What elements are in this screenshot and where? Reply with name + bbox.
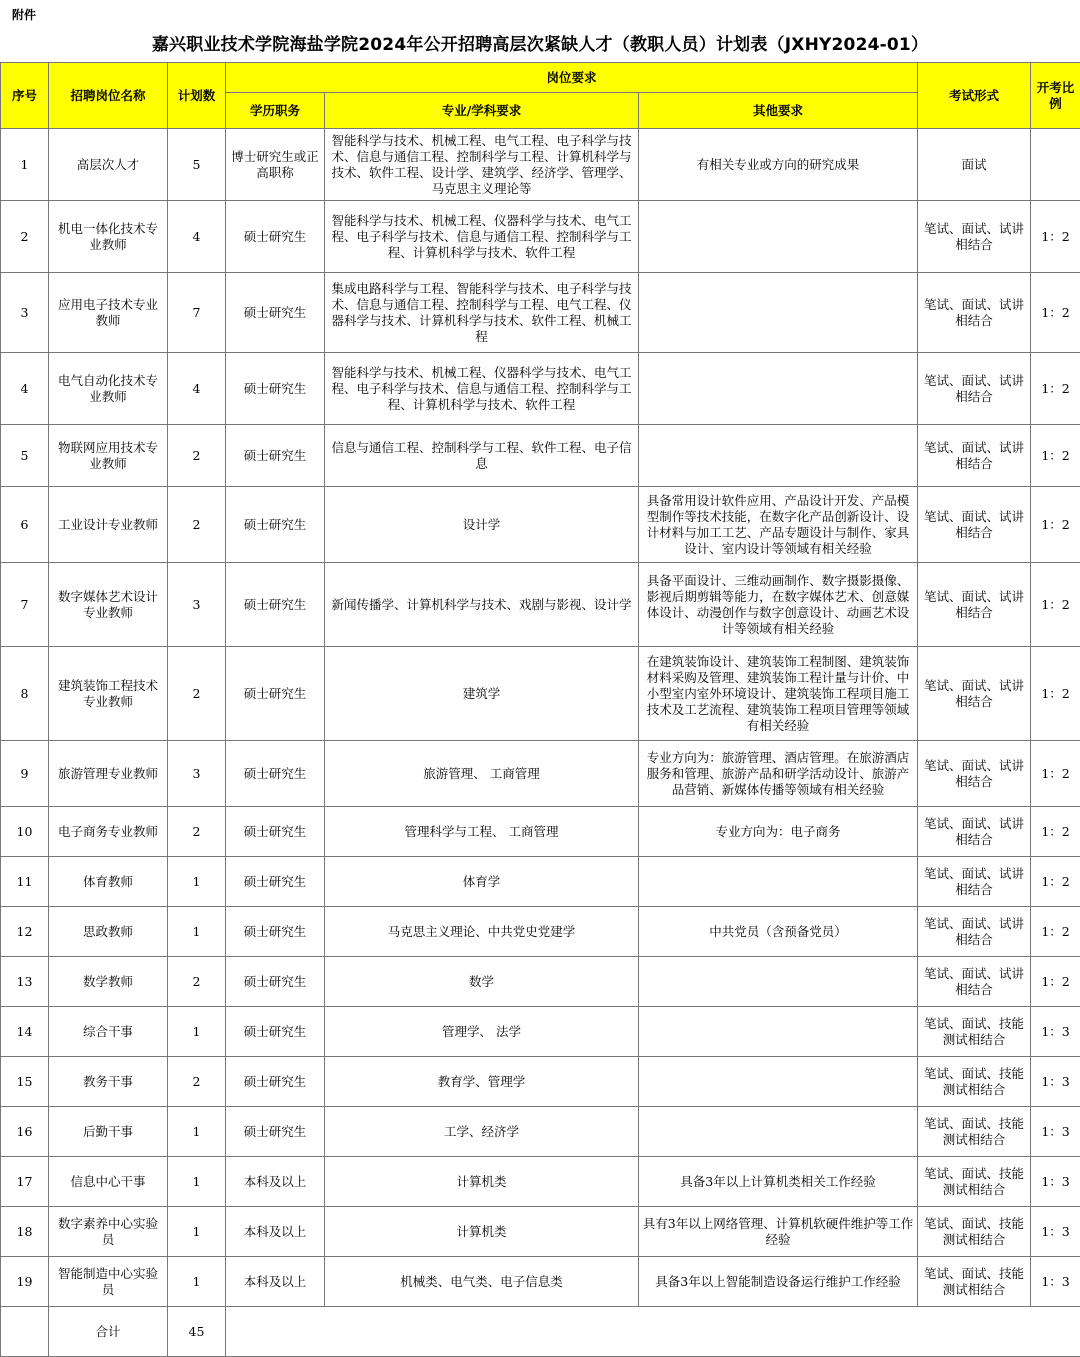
cell-major: 教育学、管理学 xyxy=(325,1057,639,1107)
table-row xyxy=(1,907,1080,957)
cell-education: 硕士研究生 xyxy=(226,907,325,957)
cell-quota: 3 xyxy=(168,741,226,807)
cell-exam: 笔试、面试、试讲相结合 xyxy=(918,741,1031,807)
cell-exam: 笔试、面试、技能测试相结合 xyxy=(918,1057,1031,1107)
table-row xyxy=(1,563,1080,647)
cell-major: 管理学、 法学 xyxy=(325,1007,639,1057)
cell-ratio: 1：2 xyxy=(1031,487,1080,563)
cell-education: 本科及以上 xyxy=(226,1257,325,1307)
cell-seq: 17 xyxy=(1,1157,49,1207)
cell-exam: 笔试、面试、试讲相结合 xyxy=(918,563,1031,647)
cell-ratio: 1：2 xyxy=(1031,647,1080,741)
total-seq-cell xyxy=(1,1307,49,1357)
cell-ratio: 1：2 xyxy=(1031,957,1080,1007)
cell-other: 具备3年以上智能制造设备运行维护工作经验 xyxy=(639,1257,918,1307)
cell-other: 具备常用设计软件应用、产品设计开发、产品模型制作等技术技能，在数字化产品创新设计、设计材料与加工工艺、产品专题设计与制作、家具设计、室内设计等领域有相关经验 xyxy=(639,487,918,563)
cell-other xyxy=(639,957,918,1007)
cell-position: 物联网应用技术专业教师 xyxy=(49,425,168,487)
cell-seq: 18 xyxy=(1,1207,49,1257)
cell-quota: 2 xyxy=(168,807,226,857)
header-other: 其他要求 xyxy=(639,93,918,129)
cell-quota: 1 xyxy=(168,1007,226,1057)
cell-other: 在建筑装饰设计、建筑装饰工程制图、建筑装饰材料采购及管理、建筑装饰工程计量与计价、中小型室内室外环境设计、建筑装饰工程项目施工技术及工艺流程、建筑装饰工程项目管理等领域有相关经验 xyxy=(639,647,918,741)
cell-education: 本科及以上 xyxy=(226,1207,325,1257)
cell-major: 集成电路科学与工程、智能科学与技术、电子科学与技术、信息与通信工程、控制科学与工程、电气工程、仪器科学与技术、计算机科学与技术、软件工程、机械工程 xyxy=(325,273,639,353)
table-row xyxy=(1,487,1080,563)
cell-education: 博士研究生或正高职称 xyxy=(226,129,325,201)
cell-other xyxy=(639,1057,918,1107)
cell-other: 专业方向为：电子商务 xyxy=(639,807,918,857)
cell-education: 硕士研究生 xyxy=(226,957,325,1007)
cell-quota: 1 xyxy=(168,907,226,957)
cell-ratio xyxy=(1031,129,1080,201)
total-label: 合计 xyxy=(49,1307,168,1357)
total-empty-cell xyxy=(226,1307,1080,1357)
recruitment-plan-table xyxy=(0,62,1080,1357)
cell-ratio: 1：2 xyxy=(1031,807,1080,857)
cell-education: 本科及以上 xyxy=(226,1157,325,1207)
table-row xyxy=(1,647,1080,741)
cell-seq: 16 xyxy=(1,1107,49,1157)
table-row xyxy=(1,1207,1080,1257)
cell-position: 思政教师 xyxy=(49,907,168,957)
cell-position: 电子商务专业教师 xyxy=(49,807,168,857)
cell-position: 高层次人才 xyxy=(49,129,168,201)
cell-major: 工学、经济学 xyxy=(325,1107,639,1157)
cell-exam: 笔试、面试、试讲相结合 xyxy=(918,907,1031,957)
cell-exam: 笔试、面试、试讲相结合 xyxy=(918,487,1031,563)
cell-ratio: 1：3 xyxy=(1031,1007,1080,1057)
cell-seq: 10 xyxy=(1,807,49,857)
cell-position: 电气自动化技术专业教师 xyxy=(49,353,168,425)
cell-major: 设计学 xyxy=(325,487,639,563)
table-row xyxy=(1,807,1080,857)
total-quota: 45 xyxy=(168,1307,226,1357)
cell-exam: 笔试、面试、技能测试相结合 xyxy=(918,1157,1031,1207)
cell-position: 信息中心干事 xyxy=(49,1157,168,1207)
cell-other: 具备3年以上计算机类相关工作经验 xyxy=(639,1157,918,1207)
cell-exam: 笔试、面试、试讲相结合 xyxy=(918,647,1031,741)
cell-major: 智能科学与技术、机械工程、电气工程、电子科学与技术、信息与通信工程、控制科学与工程、计算机科学与技术、软件工程、设计学、建筑学、经济学、管理学、马克思主义理论等 xyxy=(325,129,639,201)
cell-education: 硕士研究生 xyxy=(226,807,325,857)
cell-exam: 笔试、面试、试讲相结合 xyxy=(918,353,1031,425)
cell-position: 综合干事 xyxy=(49,1007,168,1057)
header-education: 学历职务 xyxy=(226,93,325,129)
cell-seq: 1 xyxy=(1,129,49,201)
cell-quota: 3 xyxy=(168,563,226,647)
cell-other xyxy=(639,1007,918,1057)
cell-other: 有相关专业或方向的研究成果 xyxy=(639,129,918,201)
header-requirements: 岗位要求 xyxy=(226,63,918,93)
header-major: 专业/学科要求 xyxy=(325,93,639,129)
header-seq: 序号 xyxy=(1,63,49,129)
cell-quota: 1 xyxy=(168,1257,226,1307)
cell-position: 数字素养中心实验员 xyxy=(49,1207,168,1257)
cell-major: 计算机类 xyxy=(325,1157,639,1207)
cell-major: 信息与通信工程、控制科学与工程、软件工程、电子信息 xyxy=(325,425,639,487)
cell-education: 硕士研究生 xyxy=(226,487,325,563)
cell-ratio: 1：3 xyxy=(1031,1257,1080,1307)
cell-seq: 2 xyxy=(1,201,49,273)
cell-seq: 15 xyxy=(1,1057,49,1107)
cell-major: 智能科学与技术、机械工程、仪器科学与技术、电气工程、电子科学与技术、信息与通信工程、控制科学与工程、计算机科学与技术、软件工程 xyxy=(325,201,639,273)
cell-quota: 1 xyxy=(168,1207,226,1257)
table-row xyxy=(1,1007,1080,1057)
cell-position: 数字媒体艺术设计专业教师 xyxy=(49,563,168,647)
cell-ratio: 1：3 xyxy=(1031,1157,1080,1207)
cell-quota: 2 xyxy=(168,957,226,1007)
cell-other xyxy=(639,273,918,353)
table-row xyxy=(1,857,1080,907)
cell-education: 硕士研究生 xyxy=(226,1107,325,1157)
cell-exam: 笔试、面试、技能测试相结合 xyxy=(918,1257,1031,1307)
cell-ratio: 1：3 xyxy=(1031,1107,1080,1157)
cell-seq: 3 xyxy=(1,273,49,353)
cell-education: 硕士研究生 xyxy=(226,857,325,907)
cell-ratio: 1：2 xyxy=(1031,741,1080,807)
cell-exam: 笔试、面试、试讲相结合 xyxy=(918,807,1031,857)
cell-other xyxy=(639,425,918,487)
cell-other xyxy=(639,857,918,907)
cell-seq: 12 xyxy=(1,907,49,957)
cell-major: 智能科学与技术、机械工程、仪器科学与技术、电气工程、电子科学与技术、信息与通信工程、控制科学与工程、计算机科学与技术、软件工程 xyxy=(325,353,639,425)
table-row xyxy=(1,1057,1080,1107)
cell-major: 马克思主义理论、中共党史党建学 xyxy=(325,907,639,957)
table-row xyxy=(1,741,1080,807)
cell-ratio: 1：2 xyxy=(1031,907,1080,957)
cell-seq: 4 xyxy=(1,353,49,425)
cell-quota: 2 xyxy=(168,647,226,741)
page-title: 嘉兴职业技术学院海盐学院2024年公开招聘高层次紧缺人才（教职人员）计划表（JXHY2024-01） xyxy=(0,30,1080,55)
table-row xyxy=(1,353,1080,425)
cell-ratio: 1：2 xyxy=(1031,353,1080,425)
table-row xyxy=(1,201,1080,273)
header-position: 招聘岗位名称 xyxy=(49,63,168,129)
cell-education: 硕士研究生 xyxy=(226,353,325,425)
cell-seq: 13 xyxy=(1,957,49,1007)
cell-seq: 7 xyxy=(1,563,49,647)
cell-quota: 2 xyxy=(168,487,226,563)
cell-position: 机电一体化技术专业教师 xyxy=(49,201,168,273)
cell-other: 专业方向为：旅游管理、酒店管理。在旅游酒店服务和管理、旅游产品和研学活动设计、旅游产品营销、新媒体传播等领域有相关经验 xyxy=(639,741,918,807)
cell-position: 工业设计专业教师 xyxy=(49,487,168,563)
cell-other xyxy=(639,353,918,425)
cell-seq: 6 xyxy=(1,487,49,563)
cell-ratio: 1：2 xyxy=(1031,425,1080,487)
table-row xyxy=(1,1257,1080,1307)
cell-exam: 笔试、面试、试讲相结合 xyxy=(918,425,1031,487)
cell-other: 中共党员（含预备党员） xyxy=(639,907,918,957)
cell-position: 应用电子技术专业教师 xyxy=(49,273,168,353)
cell-other xyxy=(639,201,918,273)
cell-exam: 笔试、面试、试讲相结合 xyxy=(918,273,1031,353)
cell-other xyxy=(639,1107,918,1157)
table-row xyxy=(1,425,1080,487)
cell-education: 硕士研究生 xyxy=(226,201,325,273)
cell-major: 新闻传播学、计算机科学与技术、戏剧与影视、设计学 xyxy=(325,563,639,647)
cell-education: 硕士研究生 xyxy=(226,1057,325,1107)
cell-position: 教务干事 xyxy=(49,1057,168,1107)
table-row xyxy=(1,1157,1080,1207)
cell-quota: 5 xyxy=(168,129,226,201)
cell-seq: 19 xyxy=(1,1257,49,1307)
cell-quota: 1 xyxy=(168,1107,226,1157)
cell-quota: 4 xyxy=(168,201,226,273)
total-row xyxy=(1,1307,1080,1357)
cell-position: 旅游管理专业教师 xyxy=(49,741,168,807)
cell-exam: 笔试、面试、技能测试相结合 xyxy=(918,1107,1031,1157)
cell-major: 体育学 xyxy=(325,857,639,907)
cell-education: 硕士研究生 xyxy=(226,1007,325,1057)
cell-exam: 笔试、面试、技能测试相结合 xyxy=(918,1007,1031,1057)
table-row xyxy=(1,1107,1080,1157)
cell-seq: 9 xyxy=(1,741,49,807)
header-ratio: 开考比例 xyxy=(1031,63,1080,129)
cell-quota: 2 xyxy=(168,425,226,487)
cell-exam: 面试 xyxy=(918,129,1031,201)
cell-ratio: 1：2 xyxy=(1031,563,1080,647)
cell-ratio: 1：2 xyxy=(1031,201,1080,273)
cell-exam: 笔试、面试、技能测试相结合 xyxy=(918,1207,1031,1257)
cell-ratio: 1：3 xyxy=(1031,1057,1080,1107)
cell-major: 机械类、电气类、电子信息类 xyxy=(325,1257,639,1307)
header-quota: 计划数 xyxy=(168,63,226,129)
cell-seq: 5 xyxy=(1,425,49,487)
table-row xyxy=(1,129,1080,201)
cell-position: 体育教师 xyxy=(49,857,168,907)
cell-major: 计算机类 xyxy=(325,1207,639,1257)
cell-education: 硕士研究生 xyxy=(226,741,325,807)
cell-major: 旅游管理、 工商管理 xyxy=(325,741,639,807)
cell-seq: 14 xyxy=(1,1007,49,1057)
cell-quota: 4 xyxy=(168,353,226,425)
header-exam: 考试形式 xyxy=(918,63,1031,129)
cell-exam: 笔试、面试、试讲相结合 xyxy=(918,957,1031,1007)
cell-quota: 2 xyxy=(168,1057,226,1107)
cell-education: 硕士研究生 xyxy=(226,647,325,741)
cell-position: 数学教师 xyxy=(49,957,168,1007)
cell-quota: 1 xyxy=(168,1157,226,1207)
cell-position: 智能制造中心实验员 xyxy=(49,1257,168,1307)
cell-exam: 笔试、面试、试讲相结合 xyxy=(918,857,1031,907)
cell-other: 具备平面设计、三维动画制作、数字摄影摄像、影视后期剪辑等能力，在数字媒体艺术、创意媒体设计、动漫创作与数字创意设计、动画艺术设计等领域有相关经验 xyxy=(639,563,918,647)
cell-exam: 笔试、面试、试讲相结合 xyxy=(918,201,1031,273)
cell-ratio: 1：2 xyxy=(1031,857,1080,907)
table-row xyxy=(1,957,1080,1007)
cell-education: 硕士研究生 xyxy=(226,425,325,487)
cell-seq: 8 xyxy=(1,647,49,741)
attachment-label: 附件 xyxy=(12,6,36,23)
cell-position: 后勤干事 xyxy=(49,1107,168,1157)
cell-other: 具有3年以上网络管理、计算机软硬件维护等工作经验 xyxy=(639,1207,918,1257)
cell-ratio: 1：3 xyxy=(1031,1207,1080,1257)
cell-education: 硕士研究生 xyxy=(226,273,325,353)
cell-seq: 11 xyxy=(1,857,49,907)
cell-quota: 7 xyxy=(168,273,226,353)
cell-major: 管理科学与工程、 工商管理 xyxy=(325,807,639,857)
cell-major: 数学 xyxy=(325,957,639,1007)
table-row xyxy=(1,273,1080,353)
cell-major: 建筑学 xyxy=(325,647,639,741)
cell-quota: 1 xyxy=(168,857,226,907)
cell-ratio: 1：2 xyxy=(1031,273,1080,353)
cell-education: 硕士研究生 xyxy=(226,563,325,647)
table-body xyxy=(1,129,1080,1307)
cell-position: 建筑装饰工程技术专业教师 xyxy=(49,647,168,741)
